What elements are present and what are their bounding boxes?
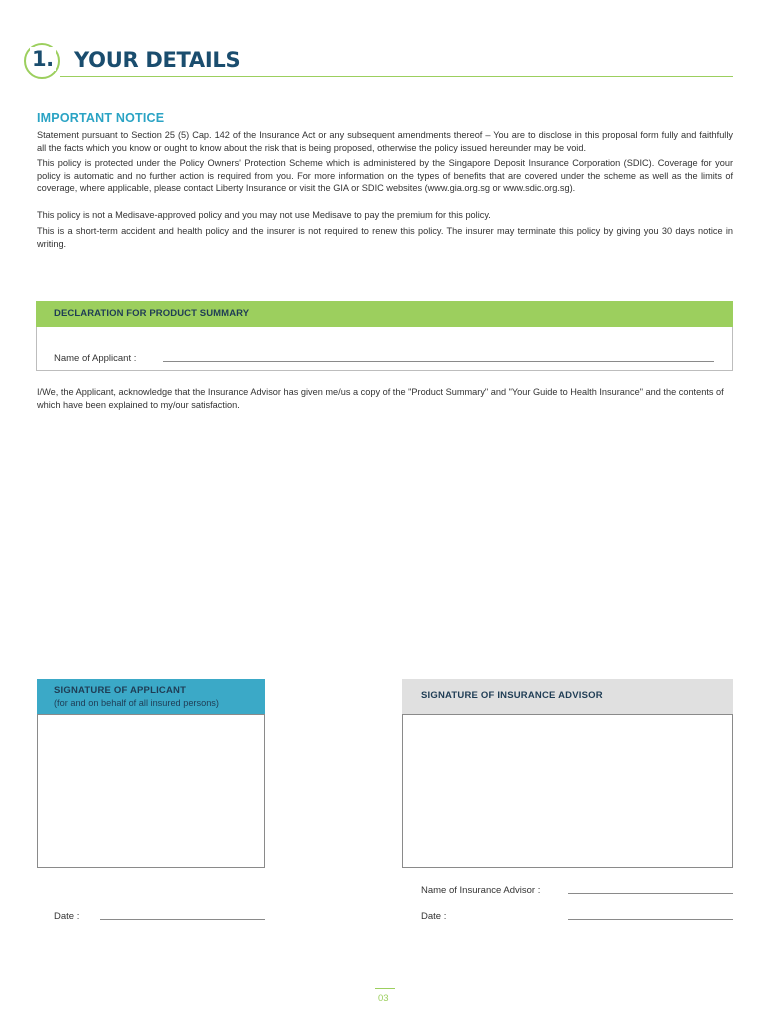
- page-number: 03: [378, 993, 389, 1004]
- applicant-name-field[interactable]: [163, 361, 714, 362]
- section-title: YOUR DETAILS: [74, 48, 241, 72]
- advisor-date-label: Date :: [421, 911, 447, 922]
- section-number: 1.: [32, 47, 54, 71]
- applicant-date-label: Date :: [54, 911, 80, 922]
- page-number-rule: [375, 988, 395, 989]
- notice-paragraph-disclosure: Statement pursuant to Section 25 (5) Cap. 142 of the Insurance Act or any subsequent amendments thereof – You are to disclose in this proposal form fully and faithfully all the facts which you know or ought to know about the risk that is being proposed, otherwise the policy issued hereunder may be void.: [37, 130, 733, 153]
- notice-paragraph-sdic: This policy is protected under the Policy Owners' Protection Scheme which is administered by the Singapore Deposit Insurance Corporation (SDIC). Coverage for your policy is automatic and no further action is required from you. For more information on the types of benefits that are covered under the scheme as well as the limits of coverage, where applicable, please contact Liberty Insurance or visit the GIA or SDIC websites (www.gia.org.sg or www.sdic.org.sg).: [37, 158, 733, 194]
- declaration-title: DECLARATION FOR PRODUCT SUMMARY: [54, 308, 250, 319]
- applicant-signature-box[interactable]: [37, 714, 265, 868]
- applicant-date-field[interactable]: [100, 919, 265, 920]
- advisor-signature-title: SIGNATURE OF INSURANCE ADVISOR: [421, 690, 603, 701]
- advisor-name-label: Name of Insurance Advisor :: [421, 885, 541, 896]
- advisor-signature-box[interactable]: [402, 714, 733, 868]
- advisor-name-field[interactable]: [568, 893, 733, 894]
- important-notice-heading: IMPORTANT NOTICE: [37, 111, 165, 125]
- notice-paragraph-short-term: This is a short-term accident and health policy and the insurer is not required to renew this policy. The insurer may terminate this policy by giving you 30 days notice in writing.: [37, 226, 733, 249]
- declaration-box: [36, 327, 733, 371]
- advisor-date-field[interactable]: [568, 919, 733, 920]
- acknowledgement-text: I/We, the Applicant, acknowledge that the Insurance Advisor has given me/us a copy of the "Product Summary" and "Your Guide to Health Insurance" and the contents of which have been explained to my/our satisfaction.: [37, 387, 724, 411]
- applicant-signature-title: SIGNATURE OF APPLICANT: [54, 685, 187, 696]
- notice-paragraph-medisave: This policy is not a Medisave-approved policy and you may not use Medisave to pay the premium for this policy.: [37, 210, 491, 220]
- applicant-name-label: Name of Applicant :: [54, 353, 137, 364]
- section-divider: [60, 76, 733, 77]
- applicant-signature-subtitle: (for and on behalf of all insured persons): [54, 698, 219, 708]
